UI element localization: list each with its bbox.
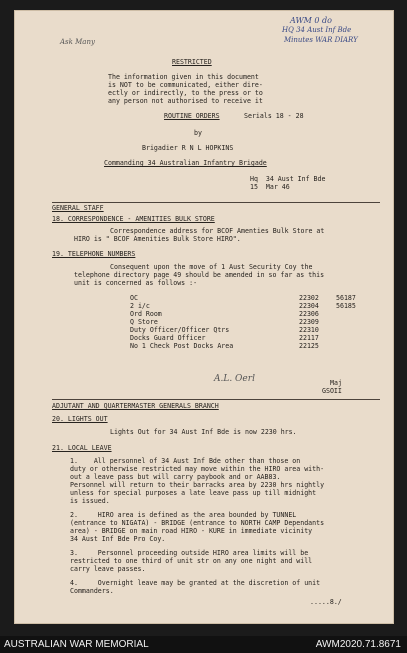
- para-3-line-3: carry leave passes.: [70, 565, 146, 573]
- by-text: by: [194, 129, 202, 137]
- handwritten-note-2: HQ 34 Aust Inf Bde: [282, 26, 352, 34]
- para-1-line-3: out a leave pass but will carry paybook and or AAB83.: [70, 473, 281, 481]
- footer-accession: AWM2020.71.8671: [315, 639, 401, 650]
- serials: Serials 18 - 28: [244, 112, 304, 120]
- serial-20-title: 20. LIGHTS OUT: [52, 415, 108, 423]
- brigadier-name: Brigadier R N L HOPKINS: [142, 144, 234, 152]
- para-1-line-4: Personnel will return to their barracks area by 2230 hrs nightly: [70, 481, 325, 489]
- handwritten-note-3: Minutes WAR DIARY: [284, 36, 358, 44]
- para-4-line-1: 4. Overnight leave may be granted at the discretion of unit: [70, 579, 321, 587]
- commanding-line: Commanding 34 Australian Infantry Brigade: [104, 159, 267, 167]
- phone-entry-number: 22125: [299, 342, 319, 350]
- serial-19-line-2: telephone directory page 49 should be amended in so far as this: [74, 271, 325, 279]
- para-3-line-1: 3. Personnel proceeding outside HIRO area limits will be: [70, 549, 309, 557]
- phone-entry-name: OC: [130, 294, 138, 302]
- notice-line-1: The information given in this document: [108, 73, 259, 81]
- para-2-line-2: (entrance to NIGATA) - BRIDGE (entrance to NORTH CAMP Dependants: [70, 519, 325, 527]
- phone-entry-number: 22117: [299, 334, 319, 342]
- para-1-line-5: unless for special purposes a late leave pass up till midnight: [70, 489, 317, 497]
- serial-18-line-2: HIRO is " BCOF Amenities Bulk Store HIRO".: [74, 235, 241, 243]
- para-1-line-6: is issued.: [70, 497, 110, 505]
- serial-19-line-3: unit is concerned as follows :-: [74, 279, 198, 287]
- serial-18-title: 18. CORRESPONDENCE - AMENITIES BULK STORE: [52, 215, 215, 223]
- para-2-line-3: area) - BRIDGE on main road HIRO - KURE in immediate vicinity: [70, 527, 313, 535]
- divider-1: [52, 202, 380, 203]
- phone-entry-number: 22309: [299, 318, 319, 326]
- classification: RESTRICTED: [172, 58, 212, 66]
- signatory-rank: Maj: [330, 379, 342, 387]
- phone-entry-number: 22304: [299, 302, 319, 310]
- notice-line-4: any person not authorised to receive it: [108, 97, 263, 105]
- para-3-line-2: restricted to one third of unit str on any one night and will: [70, 557, 313, 565]
- phone-entry-alt-number: 56187: [336, 294, 356, 302]
- phone-entry-name: 2 i/c: [130, 302, 150, 310]
- para-1-line-2: duty or otherwise restricted may move within the HIRO area with-: [70, 465, 325, 473]
- footer-bar: [0, 636, 407, 653]
- phone-entry-number: 22302: [299, 294, 319, 302]
- para-4-line-2: Commanders.: [70, 587, 114, 595]
- handwritten-note-4: Ask Many: [60, 38, 95, 46]
- phone-entry-name: No 1 Check Post Docks Area: [130, 342, 234, 350]
- divider-2: [52, 399, 380, 400]
- serial-21-title: 21. LOCAL LEAVE: [52, 444, 112, 452]
- notice-line-2: is NOT to be communicated, either dire-: [108, 81, 263, 89]
- general-staff-heading: GENERAL STAFF: [52, 204, 104, 212]
- routine-orders-title: ROUTINE ORDERS: [164, 112, 220, 120]
- hq-line: Hq 34 Aust Inf Bde: [250, 175, 326, 183]
- phone-entry-number: 22310: [299, 326, 319, 334]
- notice-line-3: ectly or indirectly, to the press or to: [108, 89, 263, 97]
- para-1-line-1: 1. All personnel of 34 Aust Inf Bde other than those on: [70, 457, 301, 465]
- document-page: [14, 10, 394, 624]
- phone-entry-name: Docks Guard Officer: [130, 334, 206, 342]
- serial-19-line-1: Consequent upon the move of 1 Aust Security Coy the: [110, 263, 313, 271]
- serial-20-line-1: Lights Out for 34 Aust Inf Bde is now 2230 hrs.: [110, 428, 297, 436]
- para-2-line-1: 2. HIRO area is defined as the area bounded by TUNNEL: [70, 511, 297, 519]
- phone-entry-name: Duty Officer/Officer Qtrs: [130, 326, 230, 334]
- para-2-line-4: 34 Aust Inf Bde Pro Coy.: [70, 535, 166, 543]
- signature: A.L. Oerl: [214, 374, 255, 384]
- adjutant-heading: ADJUTANT AND QUARTERMASTER GENERALS BRANCH: [52, 402, 219, 410]
- serial-18-line-1: Correspondence address for BCOF Amenties Bulk Store at: [110, 227, 325, 235]
- handwritten-note-1: AWM 0 do: [290, 16, 332, 25]
- phone-entry-number: 22306: [299, 310, 319, 318]
- phone-entry-alt-number: 56185: [336, 302, 356, 310]
- date-line: 15 Mar 46: [250, 183, 290, 191]
- signatory-role: GSOII: [322, 387, 342, 395]
- continuation-mark: .....8./: [310, 598, 342, 606]
- phone-entry-name: Q Store: [130, 318, 158, 326]
- footer-institution: AUSTRALIAN WAR MEMORIAL: [4, 639, 149, 650]
- serial-19-title: 19. TELEPHONE NUMBERS: [52, 250, 136, 258]
- phone-entry-name: Ord Room: [130, 310, 162, 318]
